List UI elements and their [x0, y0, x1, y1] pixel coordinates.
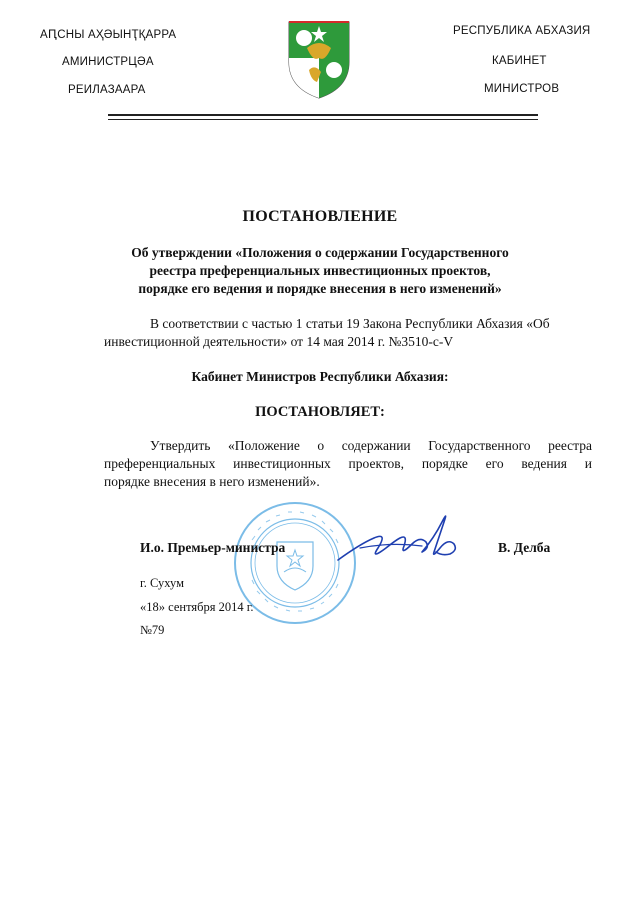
subject-line-2: реестра преференциальных инвестиционных проектов, [149, 263, 491, 278]
basis-paragraph [104, 315, 592, 351]
header-left-line-1: АԤСНЫ АҲӘЫНҬҚАРРА [40, 29, 177, 41]
signatory-name: В. Делба [498, 540, 551, 555]
handwritten-signature [330, 508, 470, 570]
basis-line-1: В соответствии с частью 1 статьи 19 Закона Республики Абхазия «Об [150, 316, 550, 331]
decision-line-2: преференциальных инвестиционных проектов, порядке его ведения и [104, 456, 592, 471]
document-subject [0, 244, 640, 298]
footer-number: №79 [140, 623, 165, 637]
resolves-heading: ПОСТАНОВЛЯЕТ: [255, 404, 385, 420]
document-title: ПОСТАНОВЛЕНИЕ [242, 208, 398, 225]
authority-line: Кабинет Министров Республики Абхазия: [191, 369, 449, 384]
header-divider-thick [108, 114, 538, 116]
footer-date: «18» сентября 2014 г. [140, 600, 254, 614]
header-right-line-1: РЕСПУБЛИКА АБХАЗИЯ [453, 25, 591, 37]
header-left-line-2: АМИНИСТРЦӘА [62, 56, 154, 68]
header-right-line-2: КАБИНЕТ [492, 55, 547, 67]
footer-city: г. Сухум [140, 576, 185, 590]
decision-line-1: Утвердить «Положение о содержании Государственного реестра [150, 438, 592, 453]
decision-line-3: порядке внесения в него изменений». [104, 474, 320, 489]
coat-of-arms-emblem [285, 18, 353, 100]
subject-line-1: Об утверждении «Положения о содержании Государственного [131, 245, 509, 260]
basis-line-2: инвестиционной деятельности» от 14 мая 2014 г. №3510-с-V [104, 334, 454, 349]
subject-line-3: порядке его ведения и порядке внесения в него изменений» [138, 281, 502, 296]
header-left-line-3: РЕИЛАЗААРА [68, 84, 146, 96]
header-right-line-3: МИНИСТРОВ [484, 83, 560, 95]
header-divider-thin [108, 119, 538, 120]
signatory-position: И.о. Премьер-министра [140, 540, 286, 555]
decision-paragraph [104, 437, 592, 491]
